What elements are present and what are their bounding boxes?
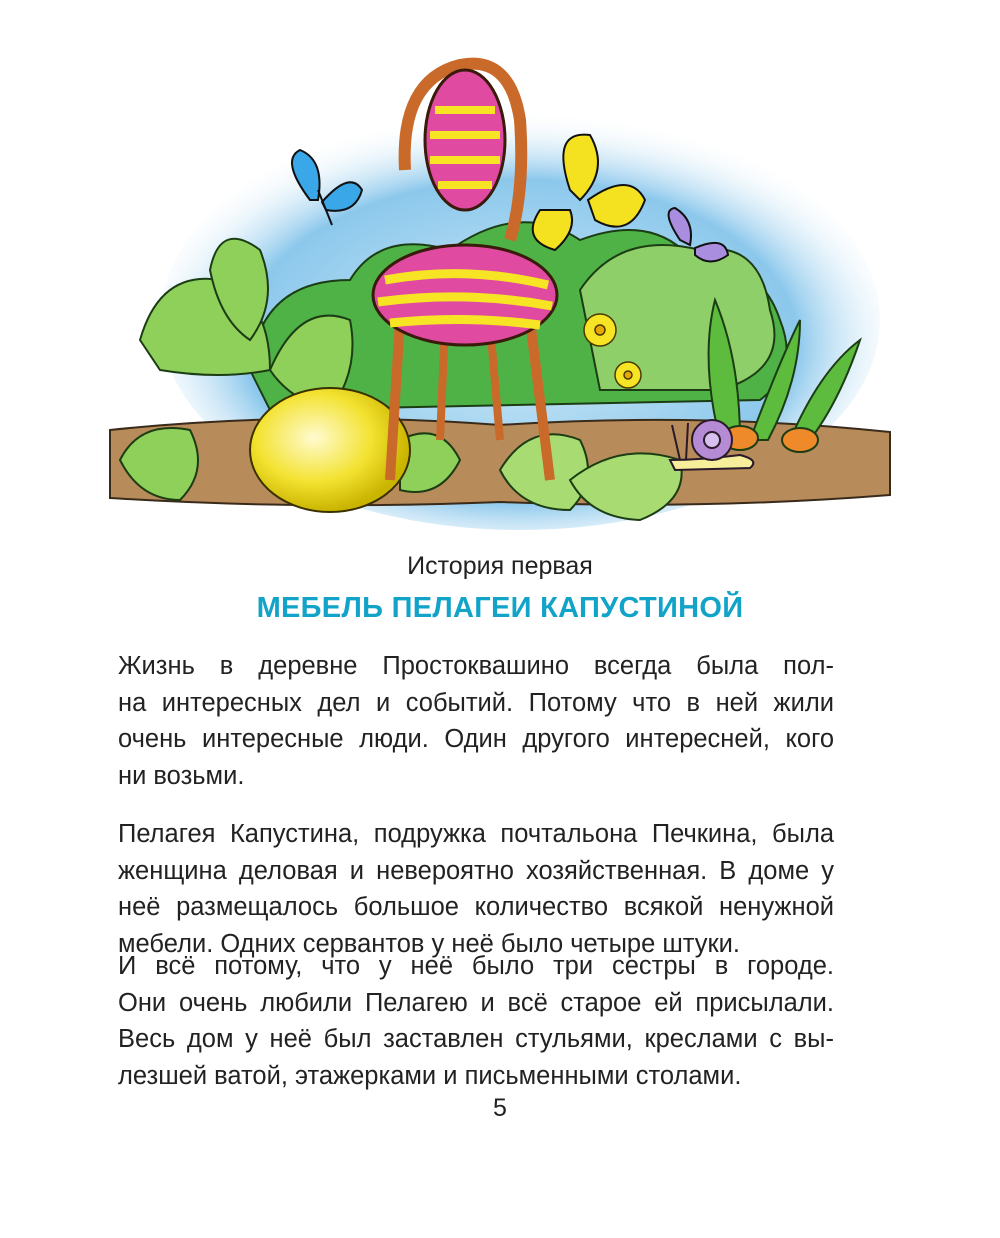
turnip — [250, 388, 410, 512]
text-line: очень интересные люди. Один другого интересней, кого — [118, 725, 834, 753]
paragraph-3 — [118, 948, 834, 1094]
text-line: мебели. Одних сервантов у неё было четыре штуки. — [118, 929, 740, 958]
story-title: МЕБЕЛЬ ПЕЛАГЕИ КАПУСТИНОЙ — [256, 592, 744, 624]
text-line: неё размещалось большое количество всякой ненужной — [118, 893, 834, 921]
garden-chair-illustration — [100, 40, 900, 540]
page-number: 5 — [493, 1094, 507, 1122]
text-line: лезшей ватой, этажерками и письменными столами. — [118, 1061, 742, 1090]
story-subtitle: История первая — [407, 552, 593, 580]
text-line: И всё потому, что у неё было три сестры в городе. — [118, 952, 834, 980]
text-line: Жизнь в деревне Простоквашино всегда была пол- — [118, 652, 834, 680]
text-line: Весь дом у неё был заставлен стульями, креслами с вы- — [118, 1025, 834, 1053]
text-line: ни возьми. — [118, 761, 245, 790]
text-line: женщина деловая и невероятно хозяйственная. В доме у — [118, 856, 834, 885]
text-line: на интересных дел и событий. Потому что в ней жили — [118, 688, 834, 717]
text-line: Они очень любили Пелагею и всё старое ей присылали. — [118, 988, 834, 1017]
text-line: Пелагея Капустина, подружка почтальона Печкина, была — [118, 820, 834, 848]
paragraph-1 — [118, 648, 834, 794]
paragraph-2 — [118, 816, 834, 962]
